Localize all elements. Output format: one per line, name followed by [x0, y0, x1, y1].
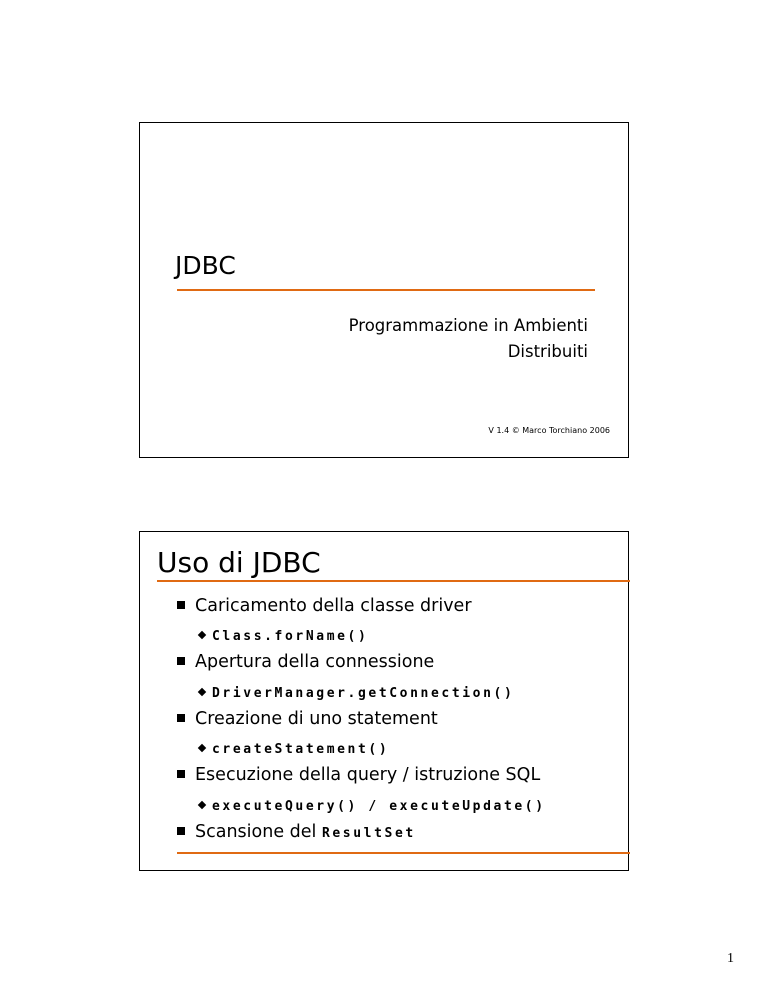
sub-bullet-item — [199, 799, 546, 814]
title-underline — [177, 289, 595, 291]
slide-1-title: JDBC — [175, 251, 236, 280]
slide-2-title: Uso di JDBC — [157, 546, 321, 579]
diamond-bullet-icon — [198, 631, 206, 639]
diamond-bullet-icon — [198, 744, 206, 752]
square-bullet-icon — [177, 657, 185, 665]
code-text: DriverManager.getConnection() — [212, 686, 515, 701]
code-text: createStatement() — [212, 742, 390, 757]
square-bullet-icon — [177, 601, 185, 609]
sub-bullet-item — [199, 686, 514, 701]
bullet-item — [177, 822, 416, 842]
bullet-item — [177, 765, 540, 785]
subtitle-line-2: Distribuiti — [507, 342, 588, 361]
sub-bullet-item — [199, 742, 389, 757]
square-bullet-icon — [177, 770, 185, 778]
slide-1 — [139, 122, 629, 458]
bullet-item — [177, 652, 434, 672]
bullet-text: Caricamento della classe driver — [195, 596, 472, 616]
bottom-rule — [177, 852, 630, 854]
code-text: executeQuery() / executeUpdate() — [212, 799, 546, 814]
bullet-text: Scansione del — [195, 822, 322, 842]
bullet-text: Creazione di uno statement — [195, 709, 438, 729]
bullet-item — [177, 596, 472, 616]
diamond-bullet-icon — [198, 688, 206, 696]
bullet-item — [177, 709, 438, 729]
sub-bullet-item — [199, 629, 368, 644]
bullet-text: Apertura della connessione — [195, 652, 435, 672]
slide-2 — [139, 531, 629, 871]
inline-code-text: ResultSet — [321, 826, 416, 841]
diamond-bullet-icon — [198, 801, 206, 809]
bullet-text: Esecuzione della query / istruzione SQL — [195, 765, 541, 785]
page-number: 1 — [727, 951, 734, 966]
title-underline — [157, 580, 630, 582]
slide-1-subtitle — [349, 313, 588, 365]
subtitle-line-1: Programmazione in Ambienti — [348, 316, 588, 335]
version-credit: V 1.4 © Marco Torchiano 2006 — [488, 426, 610, 435]
square-bullet-icon — [177, 714, 185, 722]
square-bullet-icon — [177, 827, 185, 835]
code-text: Class.forName() — [212, 629, 369, 644]
